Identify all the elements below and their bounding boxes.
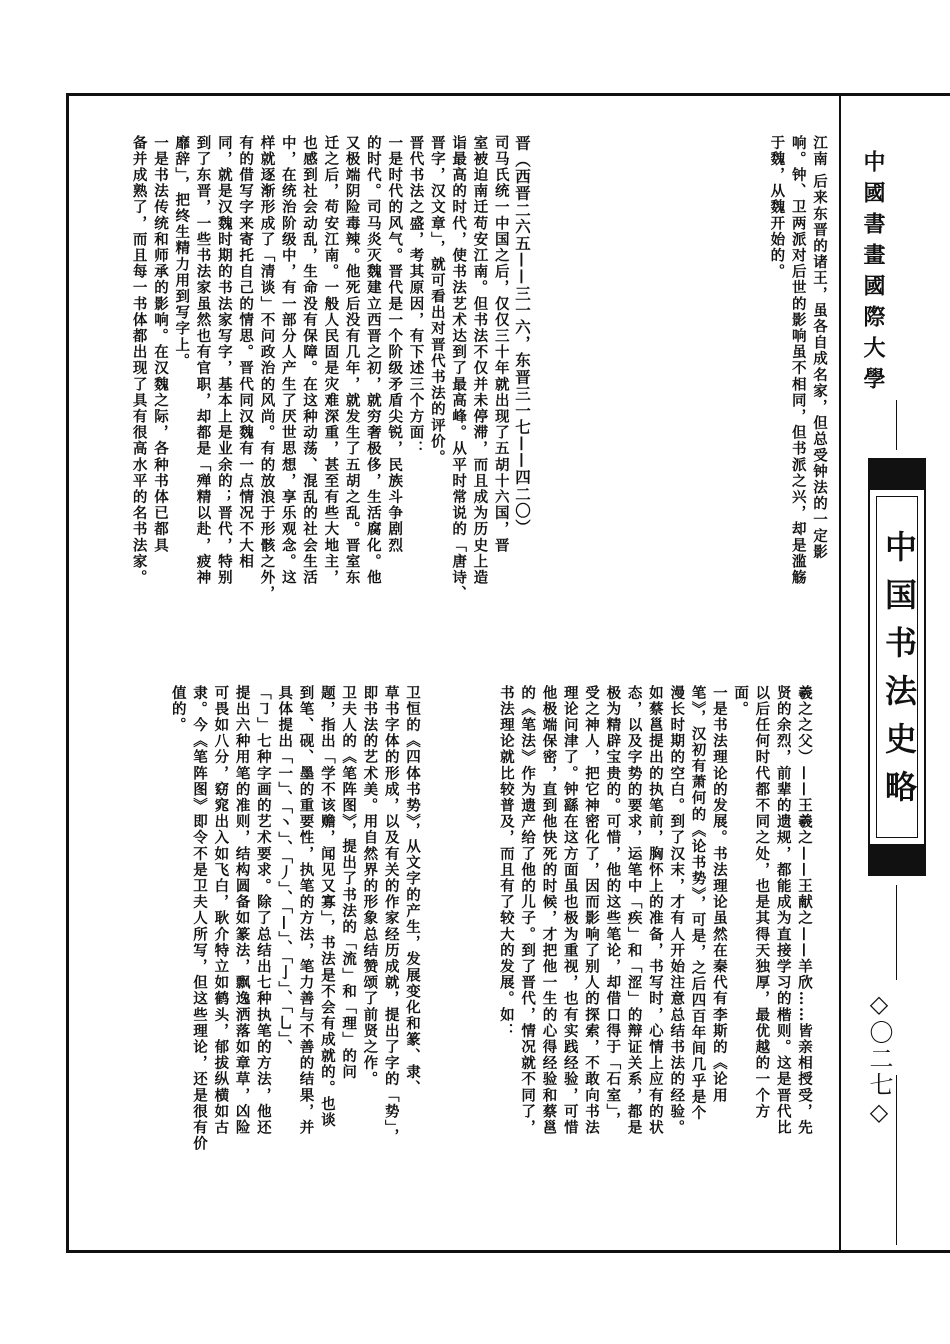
text-column: 漫长时期的空白。到了汉末，才有人开始注意总结书法的经验。: [668, 685, 686, 1136]
text-column: 室被迫南迁苟安江南。但书法不仅并未停滞，而且成为历史上造: [471, 135, 489, 586]
text-column: 同，就是汉魏时期的书法家写字，基本上是业余的；晋代，特别: [215, 135, 233, 586]
text-column: 草书字体的形成，以及有关的作家经历成就，提出了字的「势」，: [382, 685, 400, 1145]
page-frame-right-rule: [839, 93, 841, 1253]
text-column: 也感到社会动乱，生命没有保障。在这种动荡、混乱的社会生活: [301, 135, 319, 586]
running-header-title: 中國書畫國際大學: [860, 150, 886, 398]
text-column: 到了东晋，一些书法家虽然也有官职，却都是「殚精以赴，疲神: [194, 135, 212, 586]
text-column: 司马氏统一中国之后，仅仅三十年就出现了五胡十六国，晋: [492, 135, 510, 554]
text-column: 样就逐渐形成了「清谈」不问政治的风尚。有的放浪于形骸之外，: [258, 135, 276, 602]
text-column: 晋字，汉文章」，就可看出对晋代书法的评价。: [428, 135, 446, 466]
text-column: 面。: [732, 685, 750, 718]
text-column: 贤的余烈，前辈的遗规，都能成为直接学习的楷则。这是晋代比: [774, 685, 792, 1136]
margin-divider-top: [896, 400, 897, 450]
text-column: 中，在统治阶级中，有一部分人产生了厌世思想，享乐观念。这: [279, 135, 297, 586]
text-column: 一是书法传统和师承的影响。在汉魏之际，各种书体已都具: [151, 135, 169, 554]
text-column: 如蔡邕提出的执笔前，胸怀上的准备，书写时，心情上应有的状: [646, 685, 664, 1136]
text-column: 理论问津了。钟繇在这方面虽也极为重视，也有实践经验，可惜: [561, 685, 579, 1136]
text-column: 极为精辟宝贵的。可惜，他的这些笔论，却借口得于「石室」，: [604, 685, 622, 1129]
text-column: 一是时代的风气。晋代是一个阶级矛盾尖锐，民族斗争剧烈: [386, 135, 404, 554]
page-number: ◇〇二七◇: [865, 990, 893, 1128]
text-column: 笔》，汉初有萧何的《论书势》，可是，之后四百年间几乎是个: [689, 685, 707, 1122]
body-text-right-bottom: [430, 685, 815, 1215]
text-column: 即书法的艺术美。用自然界的形象总结赞颂了前贤之作。: [361, 685, 379, 1088]
text-column: 卫夫人的《笔阵图》，提出了书法的「流」和「理」的问: [340, 685, 358, 1081]
text-column: 晋代书法之盛，考其原因，有下述三个方面：: [407, 135, 425, 457]
text-column: 他极端保密，直到他快死的时候，才把他一生的心得经验和蔡邕: [540, 685, 558, 1136]
text-column: 备并成熟了，而且每一书体都出现了具有很高水平的名书法家。: [130, 135, 148, 586]
text-column: 具体提出「一」、「丶」、「丿」、「—」、「亅」、「乚」、: [276, 685, 294, 1057]
text-column: 靡辞」，把终生精力用到写字上。: [173, 135, 191, 370]
text-column: 的《笔法》作为遗产给了他的儿子。到了晋代，情况就不同了，: [519, 685, 537, 1136]
text-column: 羲之之父）——王羲之——王献之——羊欣……皆亲相授受，先: [796, 685, 813, 1136]
text-column: 一是书法理论的发展。书法理论虽然在秦代有李斯的《论用: [710, 685, 728, 1104]
text-column: 可畏如八分，窈窕出入如飞白，耿介特立如鹤头，郁拔纵横如古: [212, 685, 230, 1136]
body-text-left-bottom: [123, 685, 423, 1215]
text-column: 「㇆」七种字画的艺术要求。除了总结出七种执笔的方法，他还: [254, 685, 272, 1136]
text-column: 响。钟、卫两派对后世的影响虽不相同，但书派之兴，却是滥觞: [789, 135, 807, 586]
page-frame-top-rule: [67, 93, 950, 96]
book-title: 中国书法史略: [880, 530, 918, 818]
text-column: 诣最高的时代，使书法艺术达到了最高峰。从平时常说的「唐诗、: [450, 135, 468, 602]
text-column: 有的借写字来寄托自己的情思。晋代同汉魏有一点情况不大相: [237, 135, 255, 570]
page-frame-bottom-rule: [67, 1250, 950, 1253]
text-column: 值的。: [169, 685, 187, 734]
plaque-bottom-band: [870, 844, 924, 874]
text-column: 以后任何时代都不同之处，也是其得天独厚，最优越的一个方: [753, 685, 771, 1120]
text-column: 题，指出「学不该赡，闻见又寡」，书法是不会有成就的。也谈: [318, 685, 336, 1129]
text-column: 迁之后，苟安江南。一般人民固是灾难深重，甚至有些大地主，: [322, 135, 340, 586]
text-column: 到笔、砚、墨的重要性，执笔的方法，笔力善与不善的结果，并: [297, 685, 315, 1136]
plaque-top-band: [870, 460, 924, 490]
text-column: 态，以及字势的要求，运笔中「疾」和「涩」的辩证关系，都是: [625, 685, 643, 1136]
text-column: 书法理论就比较普及，而且有了较大的发展。如：: [497, 685, 515, 1040]
text-column: 的时代。司马炎灭魏建立西晋之初，就穷奢极侈，生活腐化。他: [364, 135, 382, 586]
body-text-right-top: [548, 135, 830, 615]
text-column: 江南 后来东晋的诸王，虽各自成名家，但总受钟法的一定影: [811, 135, 828, 561]
body-text-left-top: [123, 135, 533, 665]
margin-divider-middle: [896, 885, 897, 980]
margin-divider-bottom: [896, 1075, 897, 1245]
section-heading: 晋（西晋二六五——三一六，东晋三一七——四二〇）: [513, 135, 532, 536]
text-column: 于魏，从魏开始的。: [768, 135, 786, 280]
text-column: 受之神人，把它神密化了，因而影响了别人的探索，不敢向书法: [583, 685, 601, 1136]
text-column: 又极端阴险毒辣。他死后没有几年，就发生了五胡之乱。晋室东: [343, 135, 361, 586]
text-column: 隶。今《笔阵图》即令不是卫夫人所写，但这些理论，还是很有价: [191, 685, 209, 1152]
text-column: 卫恒的《四体书势》，从文字的产生，发展变化和篆、隶、: [404, 685, 421, 1097]
page-frame-left-rule: [66, 93, 69, 1253]
text-column: 提出六种用笔的准则，结构圆备如篆法，飘逸洒落如章草，凶险: [233, 685, 251, 1136]
